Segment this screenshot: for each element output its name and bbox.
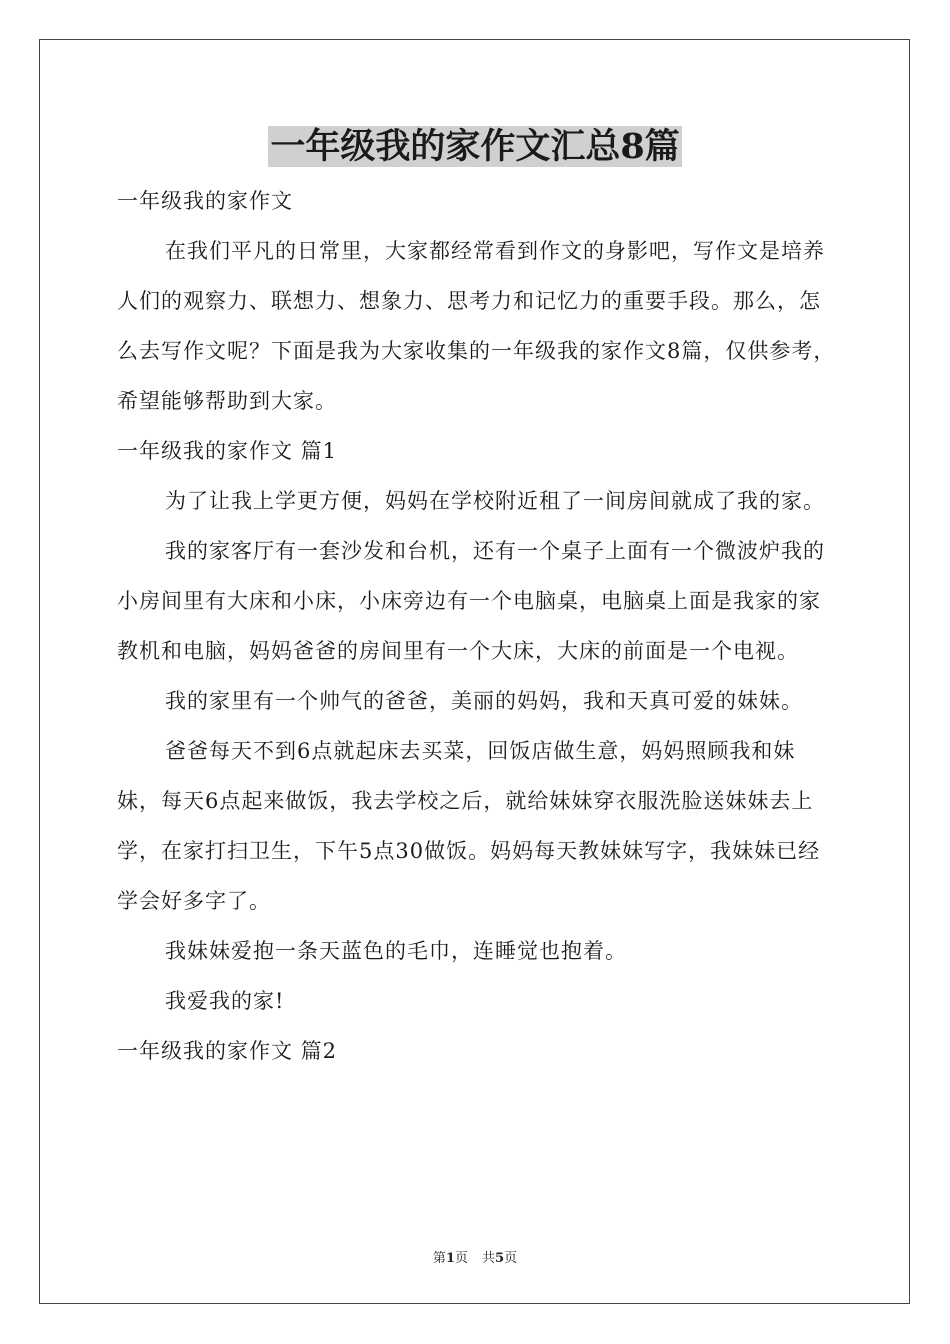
body-paragraph: 我的家里有一个帅气的爸爸，美丽的妈妈，我和天真可爱的妹妹。 xyxy=(165,689,803,713)
body-paragraph: 爸爸每天不到6点就起床去买菜，回饭店做生意，妈妈照顾我和妹妹，每天6点起来做饭，我去学校之后，就给妹妹穿衣服洗脸送妹妹去上学，在家打扫卫生，下午5点30做饭。妈妈每天教妹妹写字，我妹妹已经学会好多字了。 xyxy=(117,739,821,913)
document-title xyxy=(0,124,950,170)
body-paragraph: 我妹妹爱抱一条天蓝色的毛巾，连睡觉也抱着。 xyxy=(165,939,627,963)
body-paragraph: 为了让我上学更方便，妈妈在学校附近租了一间房间就成了我的家。 xyxy=(165,489,825,513)
section-heading: 一年级我的家作文 篇2 xyxy=(117,1039,338,1063)
footer-page-prefix: 第 xyxy=(432,1251,446,1266)
body-paragraph: 我爱我的家! xyxy=(165,989,285,1013)
section-heading: 一年级我的家作文 篇1 xyxy=(117,439,338,463)
section-heading: 一年级我的家作文 xyxy=(117,189,293,213)
footer-total-suffix: 页 xyxy=(504,1251,518,1266)
footer-total-prefix: 共 xyxy=(482,1251,496,1266)
document-body xyxy=(117,176,837,1076)
footer-page-mid: 页 xyxy=(454,1251,468,1266)
page-footer xyxy=(0,1247,950,1266)
body-paragraph: 在我们平凡的日常里，大家都经常看到作文的身影吧，写作文是培养人们的观察力、联想力、想象力、思考力和记忆力的重要手段。那么，怎么去写作文呢？下面是我为大家收集的一年级我的家作文8篇，仅供参考，希望能够帮助到大家。 xyxy=(117,239,836,413)
footer-page-total: 5 xyxy=(495,1251,505,1266)
document-title-text: 一年级我的家作文汇总8篇 xyxy=(270,126,680,167)
body-paragraph: 我的家客厅有一套沙发和台机，还有一个桌子上面有一个微波炉我的小房间里有大床和小床，小床旁边有一个电脑桌，电脑桌上面是我家的家教机和电脑，妈妈爸爸的房间里有一个大床，大床的前面是一个电视。 xyxy=(117,539,825,663)
footer-page-current: 1 xyxy=(445,1251,455,1266)
